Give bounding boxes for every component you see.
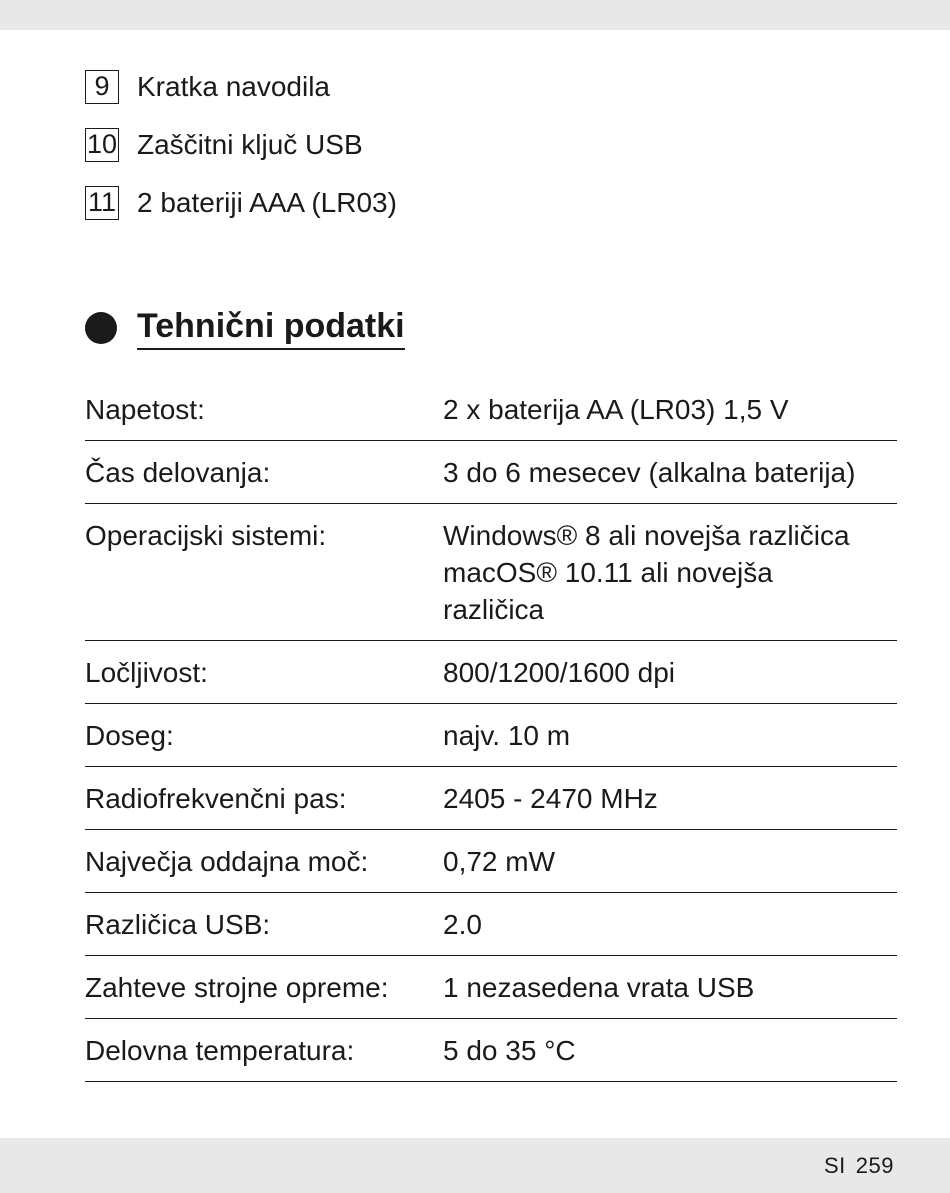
list-item (85, 174, 397, 232)
item-number-box: 10 (85, 128, 119, 162)
spec-label: Čas delovanja: (85, 441, 443, 504)
item-number-box: 11 (85, 186, 119, 220)
spec-label: Različica USB: (85, 893, 443, 956)
language-code: SI (823, 1153, 846, 1178)
table-row (85, 441, 897, 504)
bullet-icon (85, 312, 117, 344)
spec-value: 0,72 mW (443, 830, 897, 893)
top-margin-bar (0, 0, 950, 30)
spec-value: 3 do 6 mesecev (alkalna baterija) (443, 441, 897, 504)
page-footer (824, 1153, 894, 1179)
spec-value: 800/1200/1600 dpi (443, 641, 897, 704)
spec-value-line: Windows® 8 ali novejša različica (443, 520, 850, 551)
table-row (85, 378, 897, 441)
table-row (85, 704, 897, 767)
table-row (85, 504, 897, 641)
item-number-box: 9 (85, 70, 119, 104)
spec-value: 5 do 35 °C (443, 1019, 897, 1082)
list-item (85, 58, 397, 116)
section-title: Tehnični podatki (137, 305, 405, 350)
page-number: 259 (855, 1153, 894, 1178)
spec-label: Delovna temperatura: (85, 1019, 443, 1082)
component-list (85, 58, 397, 232)
table-row (85, 641, 897, 704)
table-row (85, 767, 897, 830)
spec-label: Največja oddajna moč: (85, 830, 443, 893)
item-label: Kratka navodila (137, 71, 331, 102)
spec-label: Operacijski sistemi: (85, 504, 443, 641)
bottom-margin-bar (0, 1138, 950, 1193)
spec-label: Radiofrekvenčni pas: (85, 767, 443, 830)
item-label: 2 bateriji AAA (LR03) (137, 187, 397, 218)
spec-value-line: različica (443, 594, 545, 625)
table-row (85, 956, 897, 1019)
spec-label: Ločljivost: (85, 641, 443, 704)
table-row (85, 893, 897, 956)
spec-value: najv. 10 m (443, 704, 897, 767)
spec-label: Doseg: (85, 704, 443, 767)
list-item (85, 116, 397, 174)
table-row (85, 830, 897, 893)
spec-value (443, 504, 897, 641)
spec-table (85, 378, 897, 1082)
spec-value: 2405 - 2470 MHz (443, 767, 897, 830)
table-row (85, 1019, 897, 1082)
section-heading (85, 305, 405, 350)
spec-value-line: macOS® 10.11 ali novejša (443, 557, 773, 588)
item-label: Zaščitni ključ USB (137, 129, 363, 160)
spec-label: Napetost: (85, 378, 443, 441)
spec-label: Zahteve strojne opreme: (85, 956, 443, 1019)
spec-value: 2 x baterija AA (LR03) 1,5 V (443, 378, 897, 441)
spec-value: 1 nezasedena vrata USB (443, 956, 897, 1019)
spec-value: 2.0 (443, 893, 897, 956)
